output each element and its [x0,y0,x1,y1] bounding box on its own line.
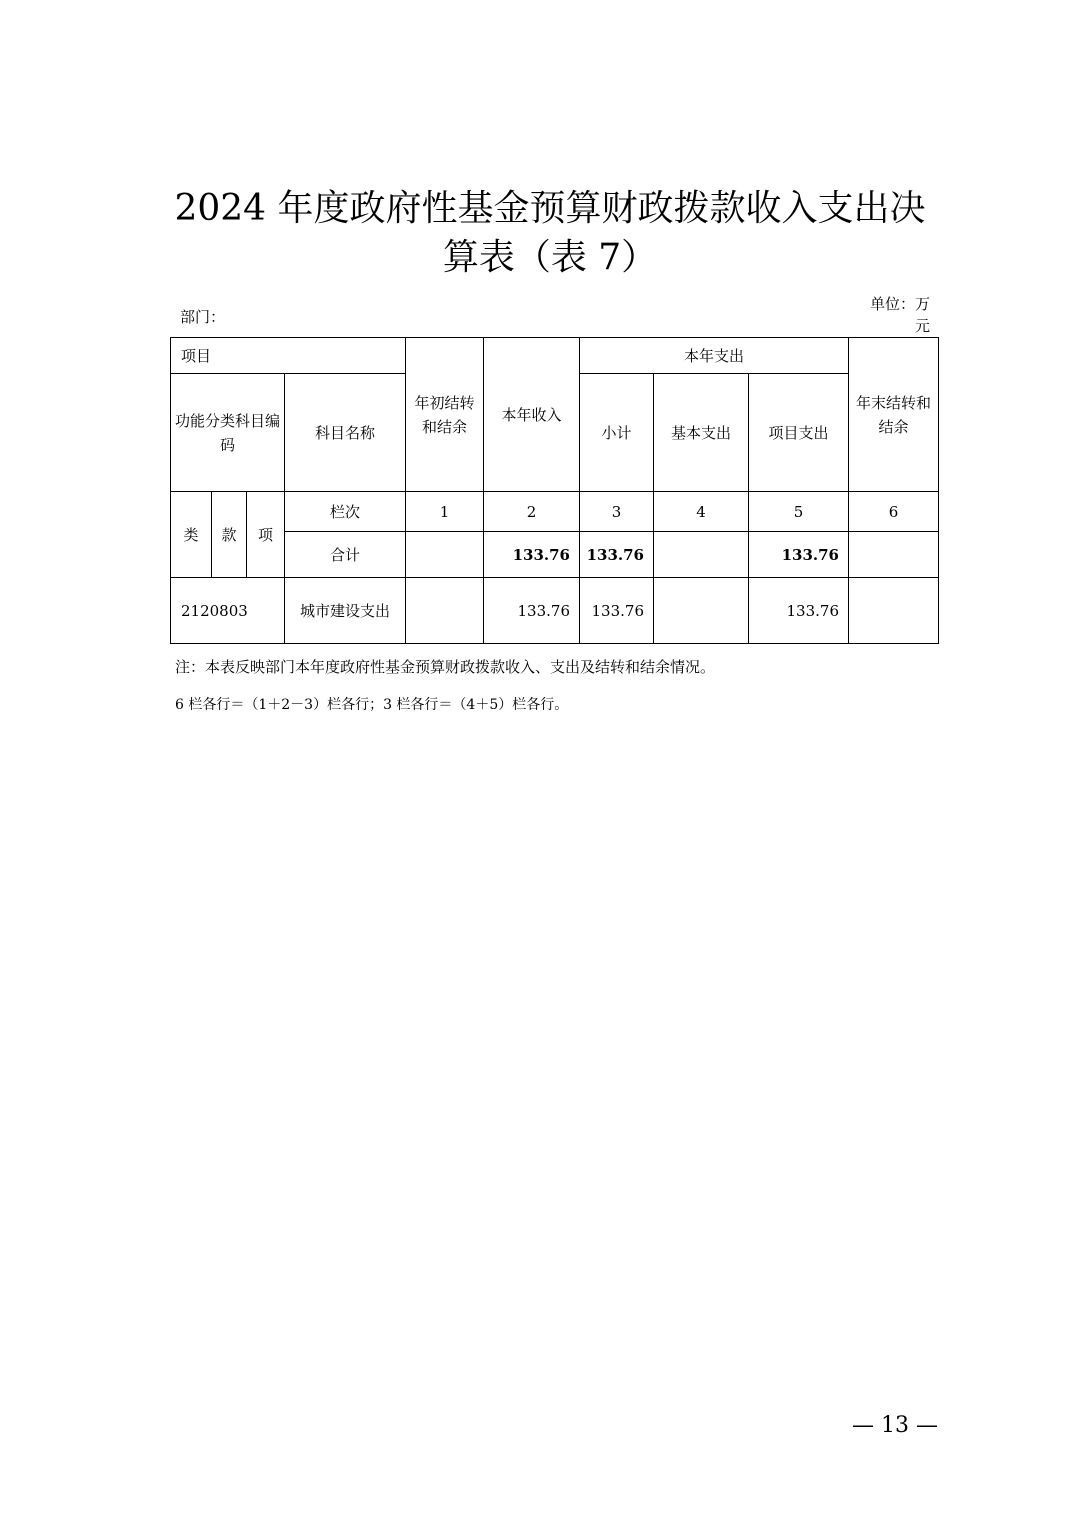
total-basic [654,532,749,578]
col-number: 1 [406,492,484,532]
header-kuan: 款 [212,492,247,578]
col-number: 3 [580,492,654,532]
department-label: 部门： [180,308,226,326]
col-number: 4 [654,492,749,532]
header-expense-group: 本年支出 [580,338,849,374]
row-begin-balance [406,578,484,644]
header-item: 项目 [171,338,406,374]
col-number: 6 [849,492,939,532]
unit-label: 单位：万元 [869,295,930,335]
header-begin-balance: 年初结转和结余 [406,338,484,492]
note-line2: 6 栏各行＝（1＋2－3）栏各行；3 栏各行＝（4＋5）栏各行。 [175,697,569,713]
total-project: 133.76 [749,532,849,578]
row-project: 133.76 [749,578,849,644]
page-number: — 13 — [852,1413,938,1438]
row-name: 城市建设支出 [285,578,406,644]
header-project: 项目支出 [749,374,849,492]
header-subtotal: 小计 [580,374,654,492]
table-row [171,578,939,644]
budget-table [170,337,939,644]
row-code: 2120803 [171,578,285,644]
total-row [171,532,939,578]
header-basic: 基本支出 [654,374,749,492]
total-subtotal: 133.76 [580,532,654,578]
document-title-line1: 2024 年度政府性基金预算财政拨款收入支出决 [174,188,926,229]
row-basic [654,578,749,644]
note-line1: 注：本表反映部门本年度政府性基金预算财政拨款收入、支出及结转和结余情况。 [175,658,716,676]
col-number: 2 [484,492,580,532]
total-income: 133.76 [484,532,580,578]
row-income: 133.76 [484,578,580,644]
column-row-label: 栏次 [285,492,406,532]
header-end-balance: 年末结转和结余 [849,338,939,492]
row-end-balance [849,578,939,644]
total-end-balance [849,532,939,578]
header-subject-name: 科目名称 [285,374,406,492]
header-xiang: 项 [247,492,285,578]
header-lei: 类 [171,492,212,578]
col-number: 5 [749,492,849,532]
header-func-code: 功能分类科目编码 [171,374,285,492]
document-title-line2: 算表（表 7） [442,237,658,278]
row-subtotal: 133.76 [580,578,654,644]
header-income: 本年收入 [484,338,580,492]
total-label: 合计 [285,532,406,578]
total-begin-balance [406,532,484,578]
